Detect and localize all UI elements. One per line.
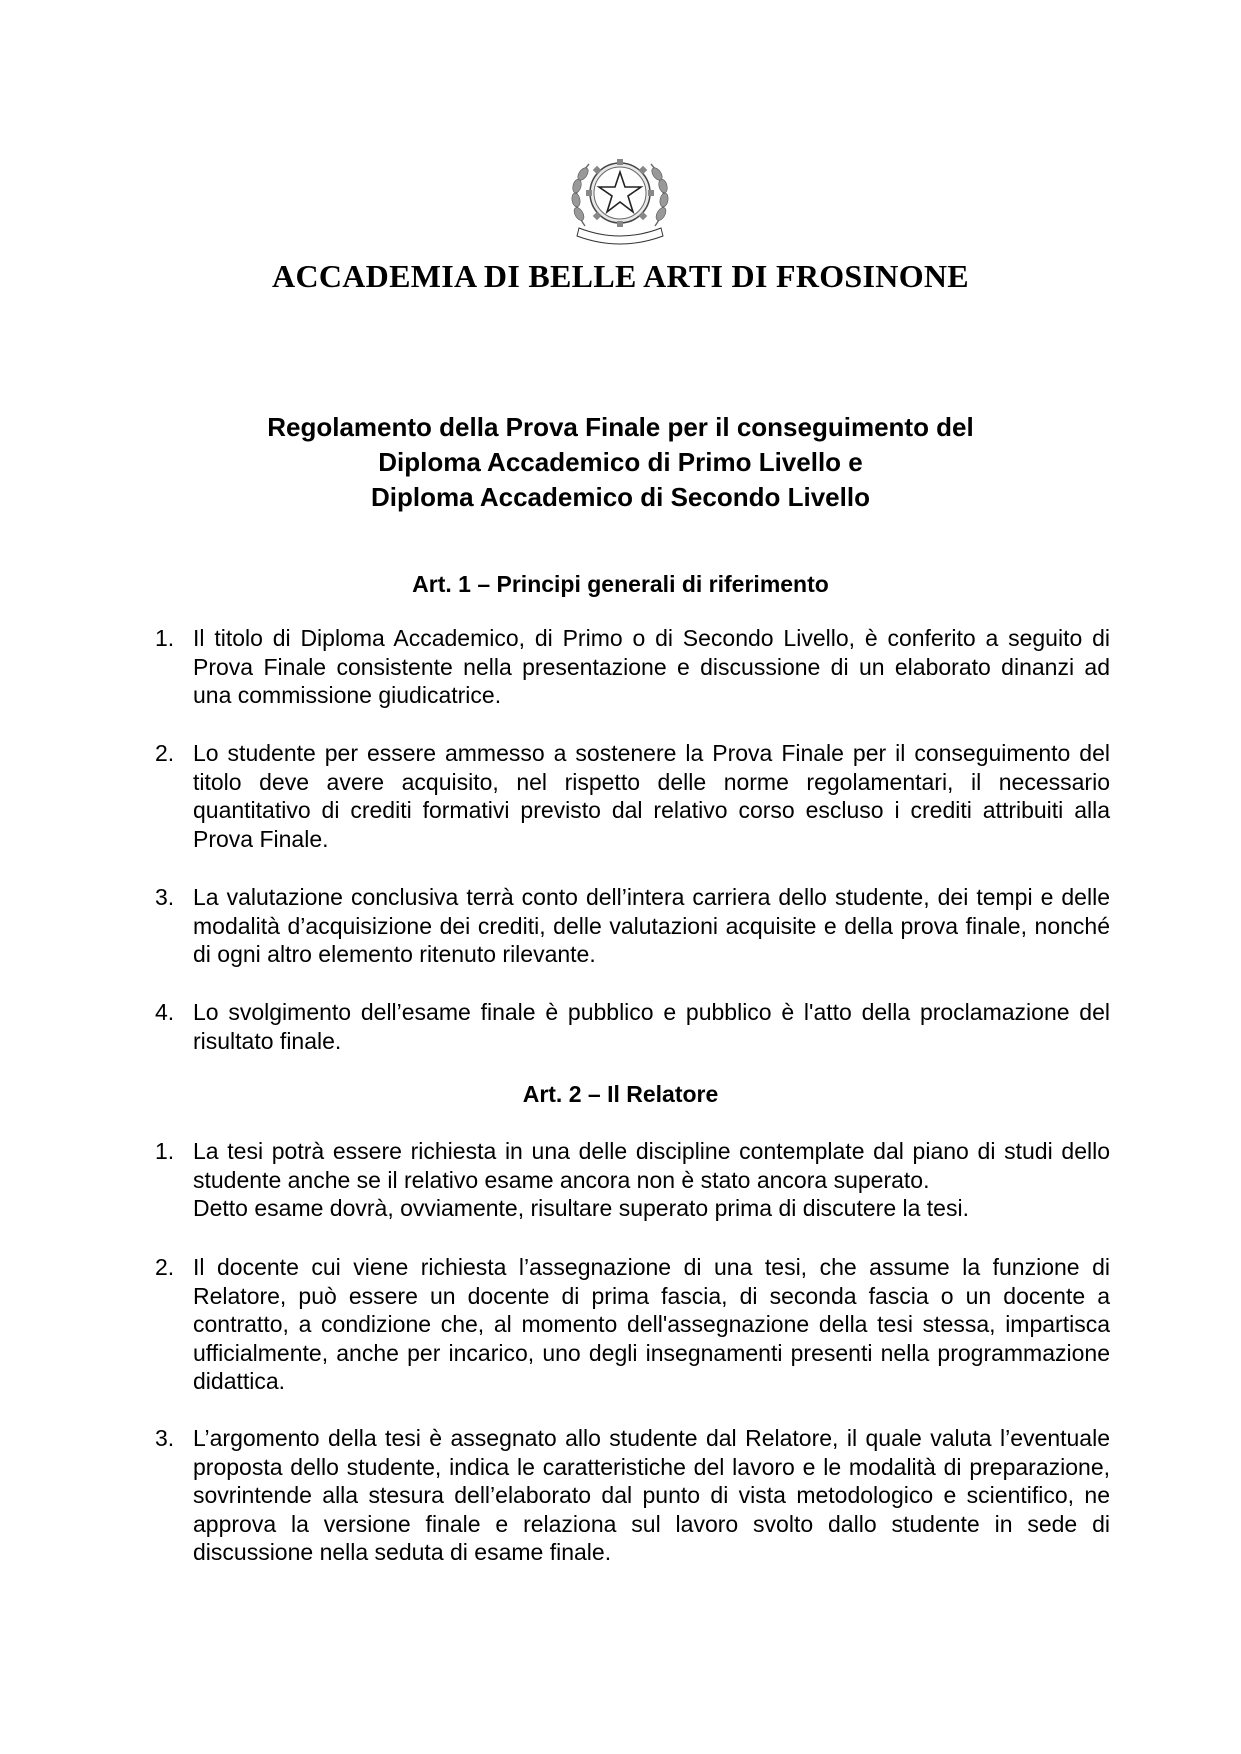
item-text: La valutazione conclusiva terrà conto dell’intera carriera dello studente, dei tempi e delle modalità d’acquisizione dei crediti, delle valutazioni acquisite e della prova finale, nonché di ogni altro elemento ritenuto rilevante. <box>193 884 1110 968</box>
article-2-heading: Art. 2 – Il Relatore <box>522 1081 719 1107</box>
article-2-item-1 <box>155 1137 1110 1223</box>
title-line-2: Diploma Accademico di Primo Livello e <box>378 447 863 477</box>
article-1-item-4 <box>155 998 1110 1055</box>
item-text: Lo svolgimento dell’esame finale è pubblico e pubblico è l'atto della proclamazione del risultato finale. <box>193 999 1110 1054</box>
item-number: 1. <box>155 1138 175 1164</box>
title-line-1: Regolamento della Prova Finale per il conseguimento del <box>267 412 974 442</box>
item-number: 1. <box>155 625 175 651</box>
repubblica-italiana-emblem-icon <box>565 148 675 248</box>
item-number: 2. <box>155 1254 175 1280</box>
article-1-item-2 <box>155 739 1110 853</box>
institution-name: ACCADEMIA DI BELLE ARTI DI FROSINONE <box>272 258 969 294</box>
item-number: 4. <box>155 999 175 1025</box>
item-text: Il titolo di Diploma Accademico, di Primo o di Secondo Livello, è conferito a seguito di Prova Finale consistente nella presentazione e discussione di un elaborato dinanzi ad una commissione giudicatrice. <box>193 625 1110 709</box>
item-text: Lo studente per essere ammesso a sostenere la Prova Finale per il conseguimento del titolo deve avere acquisito, nel rispetto delle norme regolamentari, il necessario quantitativo di crediti formativi previsto dal relativo corso escluso i crediti attribuiti alla Prova Finale. <box>193 740 1110 852</box>
title-line-3: Diploma Accademico di Secondo Livello <box>371 482 870 512</box>
item-text: Il docente cui viene richiesta l’assegnazione di una tesi, che assume la funzione di Relatore, può essere un docente di prima fascia, di seconda fascia o un docente a contratto, a condizione che, al momento dell'assegnazione della tesi stessa, impartisca ufficialmente, anche per incarico, uno degli insegnamenti presenti nella programmazione didattica. <box>193 1254 1110 1395</box>
item-text: La tesi potrà essere richiesta in una delle discipline contemplate dal piano di studi dello studente anche se il relativo esame ancora non è stato ancora superato. <box>193 1138 1110 1193</box>
item-text-block <box>193 1137 1110 1223</box>
item-number: 3. <box>155 1425 175 1451</box>
item-number: 3. <box>155 884 175 910</box>
item-number: 2. <box>155 740 175 766</box>
item-text: L’argomento della tesi è assegnato allo studente dal Relatore, il quale valuta l’eventuale proposta dello studente, indica le caratteristiche del lavoro e le modalità di preparazione, sovrintende alla stesura dell’elaborato dal punto di vista metodologico e scientifico, ne approva la versione finale e relaziona sul lavoro svolto dallo studente in sede di discussione nella seduta di esame finale. <box>193 1425 1110 1566</box>
article-2-item-2 <box>155 1253 1110 1396</box>
article-2-item-3 <box>155 1424 1110 1567</box>
article-1-heading: Art. 1 – Principi generali di riferimento <box>412 571 829 597</box>
document-title <box>0 410 1241 515</box>
article-1-item-1 <box>155 624 1110 710</box>
article-1-item-3 <box>155 883 1110 969</box>
item-text-continued: Detto esame dovrà, ovviamente, risultare superato prima di discutere la tesi. <box>193 1195 969 1222</box>
